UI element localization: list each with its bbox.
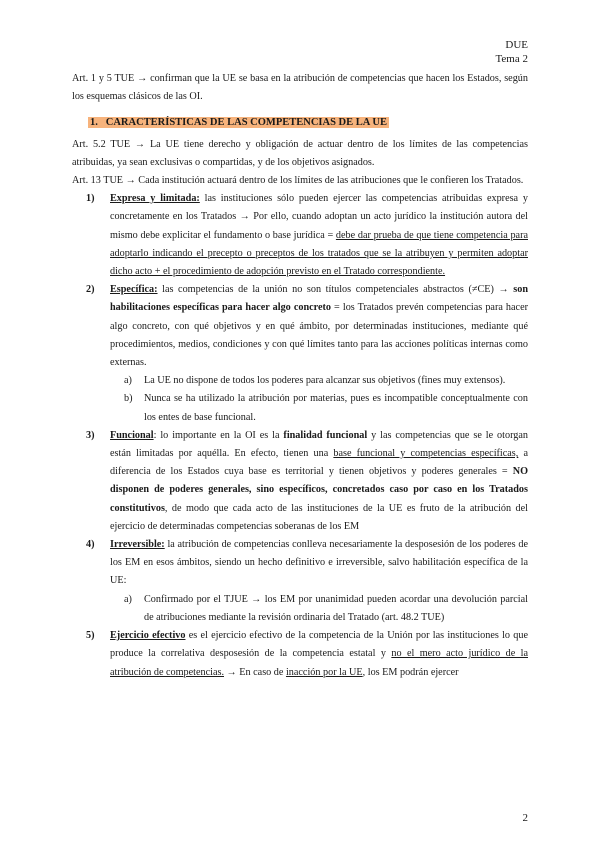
sub-item-letter: a)	[124, 593, 132, 605]
paragraph-art-13: Art. 13 TUE → Cada institución actuará dentro de los límites de las atribuciones que le confieren los Tratados.	[72, 175, 524, 187]
list-item-expresa	[72, 190, 528, 281]
item-title: Específica:	[110, 284, 158, 296]
item-bold: finalidad funcional	[283, 429, 368, 441]
header-course: DUE	[505, 39, 528, 51]
item-title: Ejercicio efectivo	[110, 630, 186, 642]
list-item-irreversible	[72, 536, 528, 591]
item-text	[110, 190, 528, 281]
item-text	[110, 281, 528, 372]
item-body: = los Tratados prevén competencias para hacer algo concreto, con qué objetivos y en qué ámbito, por determinadas instituciones, mediante qué procedimientos, medios, condiciones y con qué límites tanto para las acciones políticas internas como externas.	[110, 302, 528, 369]
list-item-ejercicio-efectivo	[72, 627, 528, 682]
section-title: CARACTERÍSTICAS DE LAS COMPETENCIAS DE LA UE	[105, 117, 387, 129]
item-body: , de modo que cada acto de las instituciones de la UE es fruto de la atribución del ejercicio de determinadas competencias soberanas de los EM	[110, 502, 528, 532]
item-underlined: debe dar prueba de que tiene competencia para adoptarlo indicando el precepto o preceptos de los tratados que se la atribuyen y permiten adoptar dicho acto + el procedimiento de adopción previsto en el Tratado correspondiente.	[110, 229, 528, 278]
item-bold: son habilitaciones específicas para hacer algo concreto	[110, 284, 528, 314]
item-text	[110, 627, 528, 682]
item-title: Irreversible:	[110, 539, 165, 551]
item-number: 2)	[86, 284, 95, 296]
item-number: 5)	[86, 630, 95, 642]
sub-item-letter: a)	[124, 375, 132, 387]
item-bold: NO disponen de poderes generales, sino específicos, concretados caso por caso en los Tratados constitutivos	[110, 466, 528, 514]
item-body: → En caso de	[224, 666, 286, 678]
sub-item-letter: b)	[124, 393, 133, 405]
list-item-funcional	[72, 427, 528, 536]
item-underlined: no el mero acto jurídico de la atribución de competencias.	[110, 648, 528, 678]
list-item-especifica	[72, 281, 528, 372]
item-title: Funcional	[110, 429, 154, 441]
item-body: y las competencias que se le otorgan están limitadas por aquélla. En efecto, tienen una	[110, 429, 528, 460]
document-body	[72, 70, 528, 682]
sub-item-text: Confirmado por el TJUE → los EM por unanimidad pueden acordar una devolución parcial de atribuciones mediante la revisión ordinaria del Tratado (art. 48.2 TUE)	[144, 593, 528, 623]
header-topic: Tema 2	[495, 53, 528, 65]
intro-paragraph: Art. 1 y 5 TUE → confirman que la UE se basa en la atribución de competencias que hacen los Estados, según los esquemas clásicos de las OI.	[72, 73, 528, 103]
sub-item-a	[72, 372, 528, 390]
item-text	[110, 536, 528, 591]
item-number: 3)	[86, 429, 95, 441]
paragraph-art-5-2: Art. 5.2 TUE → La UE tiene derecho y obligación de actuar dentro de los límites de las competencias atribuidas, ya sean exclusivas o compartidas, y de los objetivos asignados.	[72, 138, 528, 168]
item-number: 1)	[86, 193, 95, 205]
item-body: , los EM podrán ejercer	[362, 666, 459, 678]
item-body: las instituciones sólo pueden ejercer las competencias atribuidas expresa y concretamente en los Tratados → Por ello, cuando adoptan un acto jurídico la institución autora del mismo debe explicitar el fundamento o base jurídica =	[110, 193, 528, 241]
page-number: 2	[522, 812, 528, 824]
item-number: 4)	[86, 539, 95, 551]
item-body: es el ejercicio efectivo de la competencia de la Unión por las instituciones lo que produce la correlativa desposesión de la competencia estatal y	[110, 630, 528, 660]
section-heading-highlight	[88, 117, 389, 128]
item-body: : lo importante en la OI es la	[153, 429, 284, 441]
item-title: Expresa y limitada:	[110, 193, 200, 205]
sub-item-text: La UE no dispone de todos los poderes para alcanzar sus objetivos (fines muy extensos).	[144, 375, 506, 387]
item-underlined: inacción por la UE	[285, 666, 363, 678]
section-heading	[88, 114, 528, 132]
item-body: la atribución de competencias conlleva necesariamente la desposesión de los poderes de los EM en esos ámbitos, siendo un hecho definitivo e irreversible, salvo habilitación específica de la UE:	[110, 539, 528, 587]
item-body: a diferencia de los Estados cuya base es territorial y tienen objetivos y poderes generales =	[110, 448, 529, 478]
item-text	[110, 427, 528, 536]
sub-item-b	[72, 390, 528, 426]
item-underlined: base funcional y competencias específicas,	[333, 448, 519, 460]
item-body: las competencias de la unión no son títulos competenciales abstractos (≠CE) →	[157, 284, 514, 296]
sub-item-a	[72, 591, 528, 627]
sub-item-text: Nunca se ha utilizado la atribución por materias, pues es incompatible conceptualmente con los entes de base funcional.	[144, 393, 528, 423]
page-header	[495, 38, 528, 66]
section-number: 1.	[90, 117, 98, 129]
